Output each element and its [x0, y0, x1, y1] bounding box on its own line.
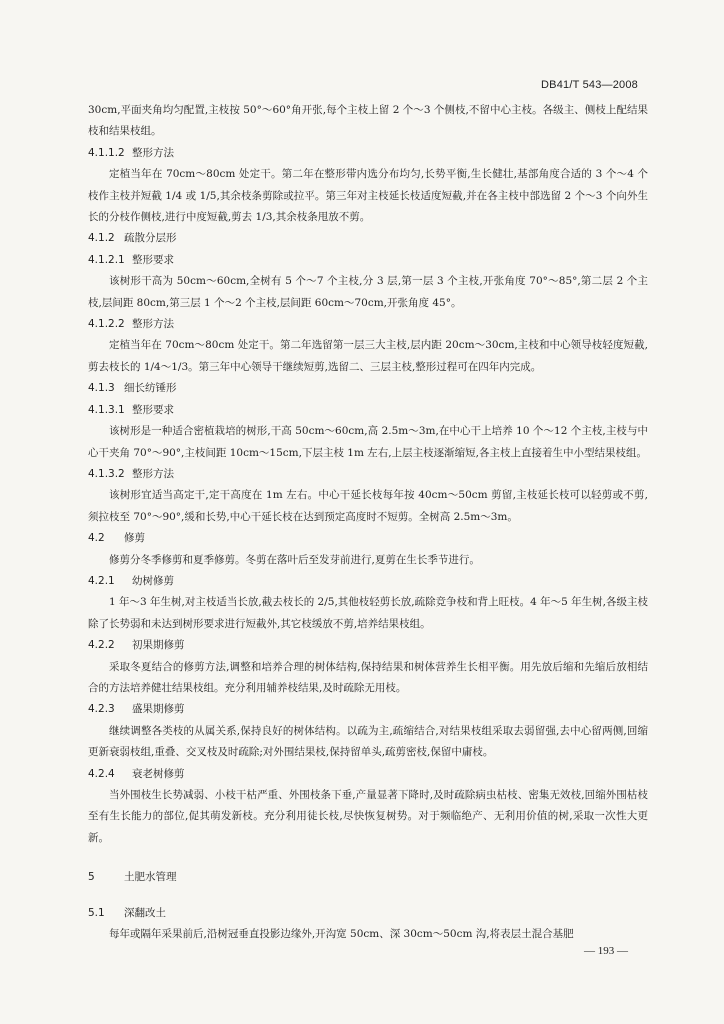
paragraph: 修剪分冬季修剪和夏季修剪。冬剪在落叶后至发芽前进行,夏剪在生长季节进行。 — [109, 553, 480, 566]
section-number: 4.1.3.2 — [88, 467, 125, 480]
chapter-heading — [88, 867, 648, 888]
chapter-number: 5 — [88, 871, 95, 884]
section-title: 衰老树修剪 — [132, 767, 185, 780]
paragraph: 该树形是一种适合密植栽培的树形,干高 50cm～60cm,高 2.5m～3m,在中心干上培养 10 个～12 个主枝,主枝与中心干夹角 70°～90°,主枝间距 10cm～15cm,下层主枝 1m 左右,上层主枝逐渐缩短,各主枝上直接着生中小型结果枝组。 — [88, 425, 648, 459]
document-body — [88, 100, 648, 945]
section-number: 4.2.4 — [88, 767, 115, 780]
section-heading — [88, 635, 648, 656]
section-number: 4.1.2.1 — [88, 253, 125, 266]
section-heading — [88, 571, 648, 592]
section-number: 4.1.3.1 — [88, 403, 125, 416]
section-number: 4.2.3 — [88, 703, 115, 716]
paragraph: 定植当年在 70cm～80cm 处定干。第二年在整形带内选分布均匀,长势平衡,生长健壮,基部角度合适的 3 个～4 个枝作主枝并短截 1/4 或 1/5,其余枝条剪除或拉平。第三年对主枝延长枝适度短截,并在各主枝中部选留 2 个～3 个向外生长的分枝作侧枝,进行中度短截,剪去 1/3,其余枝条甩放不剪。 — [88, 168, 648, 224]
section-title: 初果期修剪 — [132, 639, 185, 652]
section-heading — [88, 314, 648, 335]
section-title: 修剪 — [124, 532, 145, 545]
section-title: 整形要求 — [132, 403, 174, 416]
section-number: 5.1 — [88, 906, 105, 919]
paragraph: 1 年～3 年生树,对主枝适当长放,截去枝长的 2/5,其他枝轻剪长放,疏除竞争枝和背上旺枝。4 年～5 年生树,各级主枝除了长势弱和未达到树形要求进行短截外,其它枝缓放不剪,培养结果枝组。 — [88, 596, 648, 630]
section-heading — [88, 528, 648, 549]
section-number: 4.1.1.2 — [88, 146, 125, 159]
section-title: 细长纺锤形 — [124, 382, 177, 395]
section-heading — [88, 699, 648, 720]
section-title: 整形要求 — [132, 253, 174, 266]
section-heading — [88, 250, 648, 271]
paragraph: 继续调整各类枝的从属关系,保持良好的树体结构。以疏为主,疏缩结合,对结果枝组采取去弱留强,去中心留两侧,回缩更新衰弱枝组,重叠、交叉枝及时疏除;对外围结果枝,保持留单头,疏剪密枝,保留中庸枝。 — [88, 724, 648, 759]
section-number: 4.2.1 — [88, 574, 115, 587]
section-title: 整形方法 — [132, 467, 174, 480]
section-number: 4.1.3 — [88, 382, 115, 395]
section-title: 疏散分层形 — [124, 232, 177, 245]
section-heading — [88, 903, 648, 924]
section-number: 4.1.2 — [88, 232, 115, 245]
section-number: 4.1.2.2 — [88, 318, 125, 331]
chapter-title: 土肥水管理 — [124, 871, 177, 884]
section-number: 4.2.2 — [88, 639, 115, 652]
paragraph: 30cm,平面夹角均匀配置,主枝按 50°～60°角开张,每个主枝上留 2 个～3 个侧枝,不留中心主枝。各级主、侧枝上配结果枝和结果枝组。 — [88, 104, 648, 138]
section-heading — [88, 143, 648, 164]
section-title: 幼树修剪 — [132, 574, 174, 587]
section-heading — [88, 464, 648, 485]
paragraph: 每年或隔年采果前后,沿树冠垂直投影边缘外,开沟宽 50cm、深 30cm～50cm 沟,将表层土混合基肥 — [109, 928, 574, 941]
section-heading — [88, 764, 648, 785]
paragraph: 采取冬夏结合的修剪方法,调整和培养合理的树体结构,保持结果和树体营养生长相平衡。用先放后缩和先缩后放相结合的方法培养健壮结果枝组。充分利用辅养枝结果,及时疏除无用枝。 — [88, 660, 648, 694]
section-heading — [88, 378, 648, 399]
paragraph: 当外围枝生长势减弱、小枝干枯严重、外围枝条下垂,产量显著下降时,及时疏除病虫枯枝、密集无效枝,回缩外围枯枝至有生长能力的部位,促其萌发新枝。充分利用徒长枝,尽快恢复树势。对于频临绝产、无利用价值的树,采取一次性大更新。 — [88, 789, 648, 844]
section-title: 深翻改土 — [124, 906, 166, 919]
paragraph: 该树形宜适当高定干,定干高度在 1m 左右。中心干延长枝每年按 40cm～50cm 剪留,主枝延长枝可以轻剪或不剪,须拉枝至 70°～90°,缓和长势,中心干延长枝在达到预定高度时不短剪。全树高 2.5m～3m。 — [88, 489, 648, 523]
section-number: 4.2 — [88, 532, 105, 545]
standard-number: DB41/T 543—2008 — [541, 79, 638, 91]
section-title: 整形方法 — [132, 318, 174, 331]
section-heading — [88, 228, 648, 249]
page-number: — 193 — — [584, 945, 628, 957]
section-title: 整形方法 — [132, 146, 174, 159]
paragraph: 定植当年在 70cm～80cm 处定干。第二年选留第一层三大主枝,层内距 20cm～30cm,主枝和中心领导枝轻度短截,剪去枝长的 1/4～1/3。第三年中心领导干继续短剪,选留二、三层主枝,整形过程可在四年内完成。 — [88, 339, 648, 373]
section-heading — [88, 400, 648, 421]
paragraph: 该树形干高为 50cm～60cm,全树有 5 个～7 个主枝,分 3 层,第一层 3 个主枝,开张角度 70°～85°,第二层 2 个主枝,层间距 80cm,第三层 1 个～2 个主枝,层间距 60cm～70cm,开张角度 45°。 — [88, 275, 648, 309]
section-title: 盛果期修剪 — [132, 703, 185, 716]
